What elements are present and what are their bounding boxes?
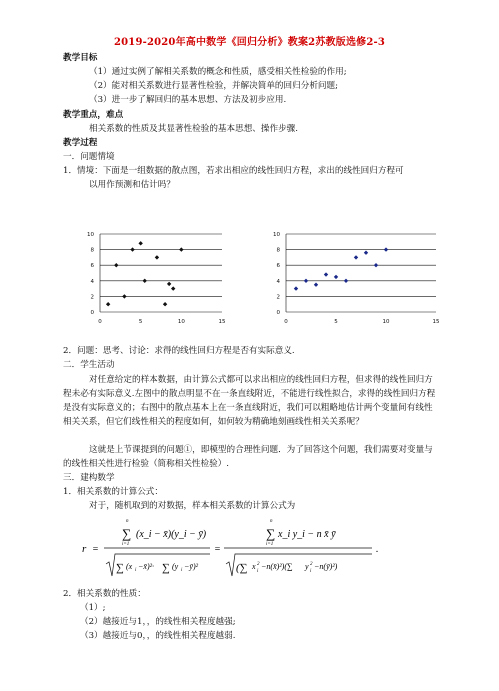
y-tick-label: 2 [276,294,280,301]
property-item: （3）越接近与0，，的线性相关程度越弱. [80,631,236,641]
situation-text: 以用作预测和估计吗？ [89,180,175,190]
y-tick-label: 2 [90,294,94,301]
data-point [143,279,147,283]
data-point [114,263,118,267]
svg-text:n: n [270,519,273,524]
svg-text:(∑: (∑ [236,562,248,574]
data-point [344,279,348,283]
data-point [354,255,358,259]
svg-text:2: 2 [310,562,313,567]
x-tick-label: 0 [98,319,102,325]
data-point [130,247,134,251]
sum-symbol: ∑ [122,526,132,541]
y-tick-label: 8 [276,247,280,254]
svg-text:y: y [305,562,309,571]
svg-text:i: i [181,568,183,573]
formula-period: . [376,544,379,555]
key-text: 相关系数的性质及其显著性检验的基本思想、操作步骤. [89,124,298,134]
data-point [364,251,368,255]
data-point [171,286,175,290]
section-heading: 二．学生活动 [63,360,115,370]
svg-text:i: i [310,569,312,574]
property-item: （2）越接近与1，，的线性相关程度越强; [80,617,236,627]
scatter-chart-right [256,226,446,330]
y-tick-label: 0 [90,310,94,316]
data-point [314,283,318,287]
goal-item: （1）通过实例了解相关系数的概念和性质，感受相关性检验的作用; [89,67,347,77]
section-heading: 三．建构数学 [63,473,115,483]
goal-item: （3）进一步了解回归的基本思想、方法及初步应用. [89,95,287,105]
data-point [374,263,378,267]
sqrt-symbol [226,554,372,576]
formula-equals: = [92,544,99,555]
scatter-chart-left [72,226,240,330]
question-text: 2．问题：思考、讨论：求得的线性回归方程是否有实际意义. [63,346,295,356]
sum-upper: n [126,519,129,524]
y-tick-label: 6 [276,263,280,270]
data-point [167,282,171,286]
x-tick-label: 0 [284,319,288,325]
svg-text:−ȳ)²: −ȳ)² [184,562,199,571]
svg-text:−n(ȳ)²): −n(ȳ)²) [314,562,338,571]
x-tick-label: 15 [218,319,226,325]
y-tick-label: 10 [87,232,94,238]
x-tick-label: 5 [334,319,338,325]
y-tick-label: 10 [273,232,280,238]
y-tick-label: 0 [276,310,280,316]
y-tick-label: 8 [90,247,94,254]
correlation-formula [82,514,402,586]
svg-text:2: 2 [257,562,260,567]
svg-text:∑: ∑ [162,562,170,574]
svg-text:i: i [257,569,259,574]
svg-text:i: i [135,568,137,573]
data-point [106,302,110,306]
numerator-left: (x_i − x̄)(y_i − ȳ) [136,529,207,540]
document-title: 2019-2020年高中数学《回归分析》教案2苏教版选修2-3 [113,37,386,48]
sum-symbol: ∑ [116,562,124,574]
svg-text:−n(x̄)²)(∑: −n(x̄)²)(∑ [261,562,293,571]
data-point [155,255,159,259]
subsection-heading: 1．相关系数的计算公式： [63,487,163,497]
data-point [304,279,308,283]
y-tick-label: 6 [90,263,94,270]
svg-text:i=1: i=1 [266,542,274,547]
process-heading: 教学过程 [63,138,98,148]
goal-item: （2）能对相关系数进行显著性检验，并解决简单的回归分析问题; [89,81,338,91]
section-heading: 一．问题情境 [63,152,115,162]
x-tick-label: 15 [432,319,440,325]
subsection-heading: 2．相关系数的性质： [63,589,146,599]
numerator-right: x_i y_i − n x̄ ȳ [278,529,336,540]
svg-text:∑: ∑ [266,526,276,541]
property-item: （1）; [80,603,106,613]
x-tick-label: 10 [382,319,390,325]
svg-text:x: x [252,562,256,571]
svg-text:(x: (x [126,562,133,571]
data-point [138,241,142,245]
y-tick-label: 4 [276,278,280,285]
formula-intro: 对于，随机取到的对数据，样本相关系数的计算公式为 [89,501,296,511]
sum-lower: i=1 [122,542,130,547]
data-point [324,272,328,276]
formula-r: r [82,543,87,555]
data-point [294,286,298,290]
data-point [334,275,338,279]
data-point [384,247,388,251]
x-tick-label: 5 [138,319,143,325]
goals-heading: 教学目标 [63,53,98,63]
situation-text: 1．情境：下面是一组数据的散点图，若求出相应的线性回归方程，求出的线性回归方程可 [63,166,404,176]
svg-text:(y: (y [172,562,179,571]
key-heading: 教学重点，难点 [63,110,124,120]
svg-text:−x̄)²·: −x̄)²· [138,562,155,571]
data-point [179,247,183,251]
data-point [122,294,126,298]
paragraph: 这就是上节课提到的问题①，即模型的合理性问题．为了回答这个问题，我们需要对变量与的线性相关性进行检验（简称相关性检验）. [63,445,433,469]
paragraph: 对任意给定的样本数据，由计算公式都可以求出相应的线性回归方程，但求得的线性回归方程未必有实际意义.左图中的散点明显不在一条直线附近，不能进行线性拟合，求得的线性回归方程是没有实际意义的；右图中的散点基本上在一条直线附近，我们可以粗略地估计两个变量间有线性相关关系，但它们线性相关的程度如何，如何较为精确地刻画线性相关关系呢？ [63,375,436,427]
y-tick-label: 4 [90,278,94,285]
x-tick-label: 10 [177,319,185,325]
data-point [163,302,167,306]
formula-equals: = [214,544,221,555]
